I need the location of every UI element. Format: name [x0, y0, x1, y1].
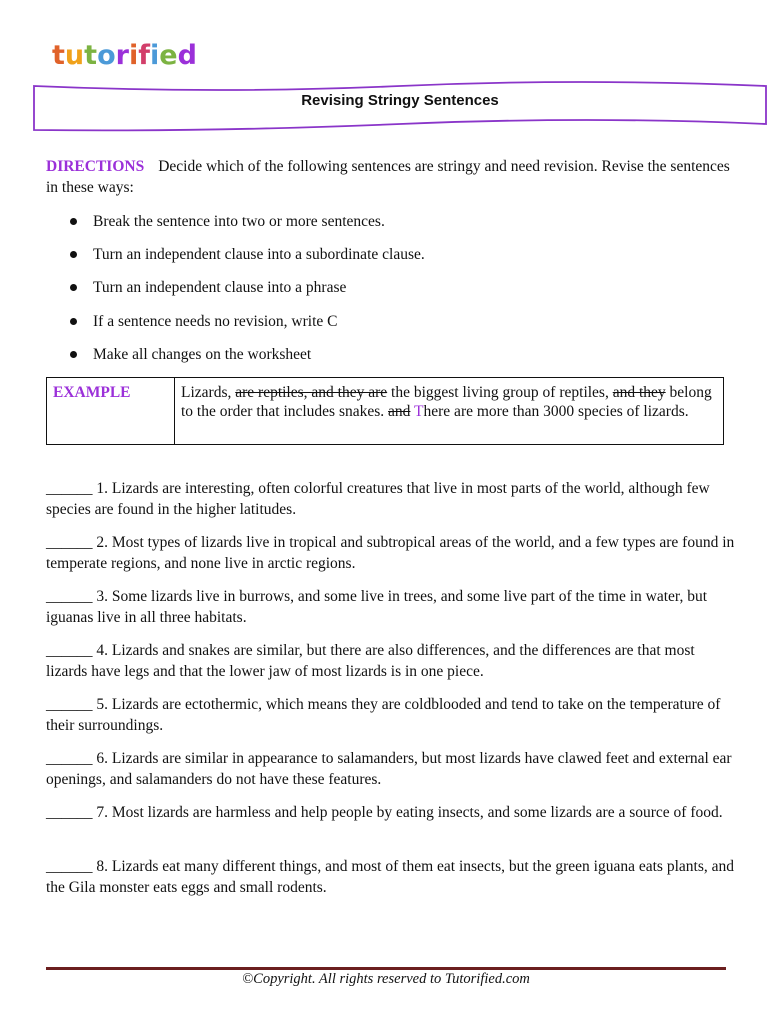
question-item: ______ 1. Lizards are interesting, often colorful creatures that live in most parts of the world, although few species are found in the higher latitudes.	[46, 480, 710, 518]
question-item: ______ 7. Most lizards are harmless and help people by eating insects, and some lizards are a source of food.	[46, 804, 723, 821]
logo-letter: r	[115, 40, 129, 71]
question-item: ______ 4. Lizards and snakes are similar, but there are also differences, and the differences are that most lizards have legs and that the lower jaw of most lizards is in one piece.	[46, 642, 695, 680]
logo-letter: t	[52, 40, 65, 71]
questions-list	[46, 478, 736, 910]
capital-insert: T	[410, 402, 424, 420]
example-part: belong to the order that includes snakes.	[181, 384, 712, 420]
struck-text: and they	[612, 384, 666, 401]
logo-letter: o	[97, 40, 116, 71]
list-item: Turn an independent clause into a phrase	[68, 277, 425, 310]
banner-border	[30, 80, 768, 140]
struck-text: and	[388, 402, 411, 420]
list-item: If a sentence needs no revision, write C	[68, 311, 425, 344]
list-item: Make all changes on the worksheet	[68, 344, 425, 377]
example-part: the biggest living group of reptiles,	[387, 384, 613, 401]
directions-label: DIRECTIONS	[46, 158, 145, 175]
tutorified-logo	[52, 42, 197, 69]
list-item: Turn an independent clause into a subordinate clause.	[68, 244, 425, 277]
revision-methods-list	[68, 211, 425, 377]
footer-divider	[46, 967, 726, 970]
question-item: ______ 2. Most types of lizards live in tropical and subtropical areas of the world, and a few types are found in temperate regions, and none live in arctic regions.	[46, 534, 735, 572]
example-label: EXAMPLE	[47, 378, 175, 444]
question-item: ______ 8. Lizards eat many different things, and most of them eat insects, but the green iguana eats plants, and the Gila monster eats eggs and small rodents.	[46, 858, 734, 896]
question-item: ______ 3. Some lizards live in burrows, and some live in trees, and some live part of the time in water, but iguanas live in all three habitats.	[46, 588, 707, 626]
logo-letter: t	[84, 40, 98, 71]
title-banner	[30, 80, 742, 136]
logo-letter: u	[64, 40, 85, 71]
example-text	[175, 378, 723, 444]
logo-letter: d	[177, 40, 197, 71]
logo-letter: i	[149, 40, 160, 71]
logo-letter: i	[128, 40, 139, 71]
example-part: here are more than 3000 species of lizards.	[423, 402, 689, 420]
example-box	[46, 377, 724, 445]
list-item: Break the sentence into two or more sentences.	[68, 211, 425, 244]
page-title: Revising Stringy Sentences	[301, 92, 499, 109]
question-item: ______ 6. Lizards are similar in appearance to salamanders, but most lizards have clawed feet and external ear openings, and salamanders do not have these features.	[46, 750, 732, 788]
directions	[46, 156, 731, 198]
copyright-footer: ©Copyright. All rights reserved to Tutorified.com	[242, 971, 530, 987]
struck-text: are reptiles, and they are	[235, 384, 388, 401]
directions-text: Decide which of the following sentences are stringy and need revision. Revise the sentences in these ways:	[46, 158, 730, 196]
logo-letter: f	[138, 40, 150, 71]
logo-letter: e	[159, 40, 178, 71]
example-part: Lizards,	[181, 384, 236, 401]
question-item: ______ 5. Lizards are ectothermic, which means they are coldblooded and tend to take on the temperature of their surroundings.	[46, 696, 721, 734]
